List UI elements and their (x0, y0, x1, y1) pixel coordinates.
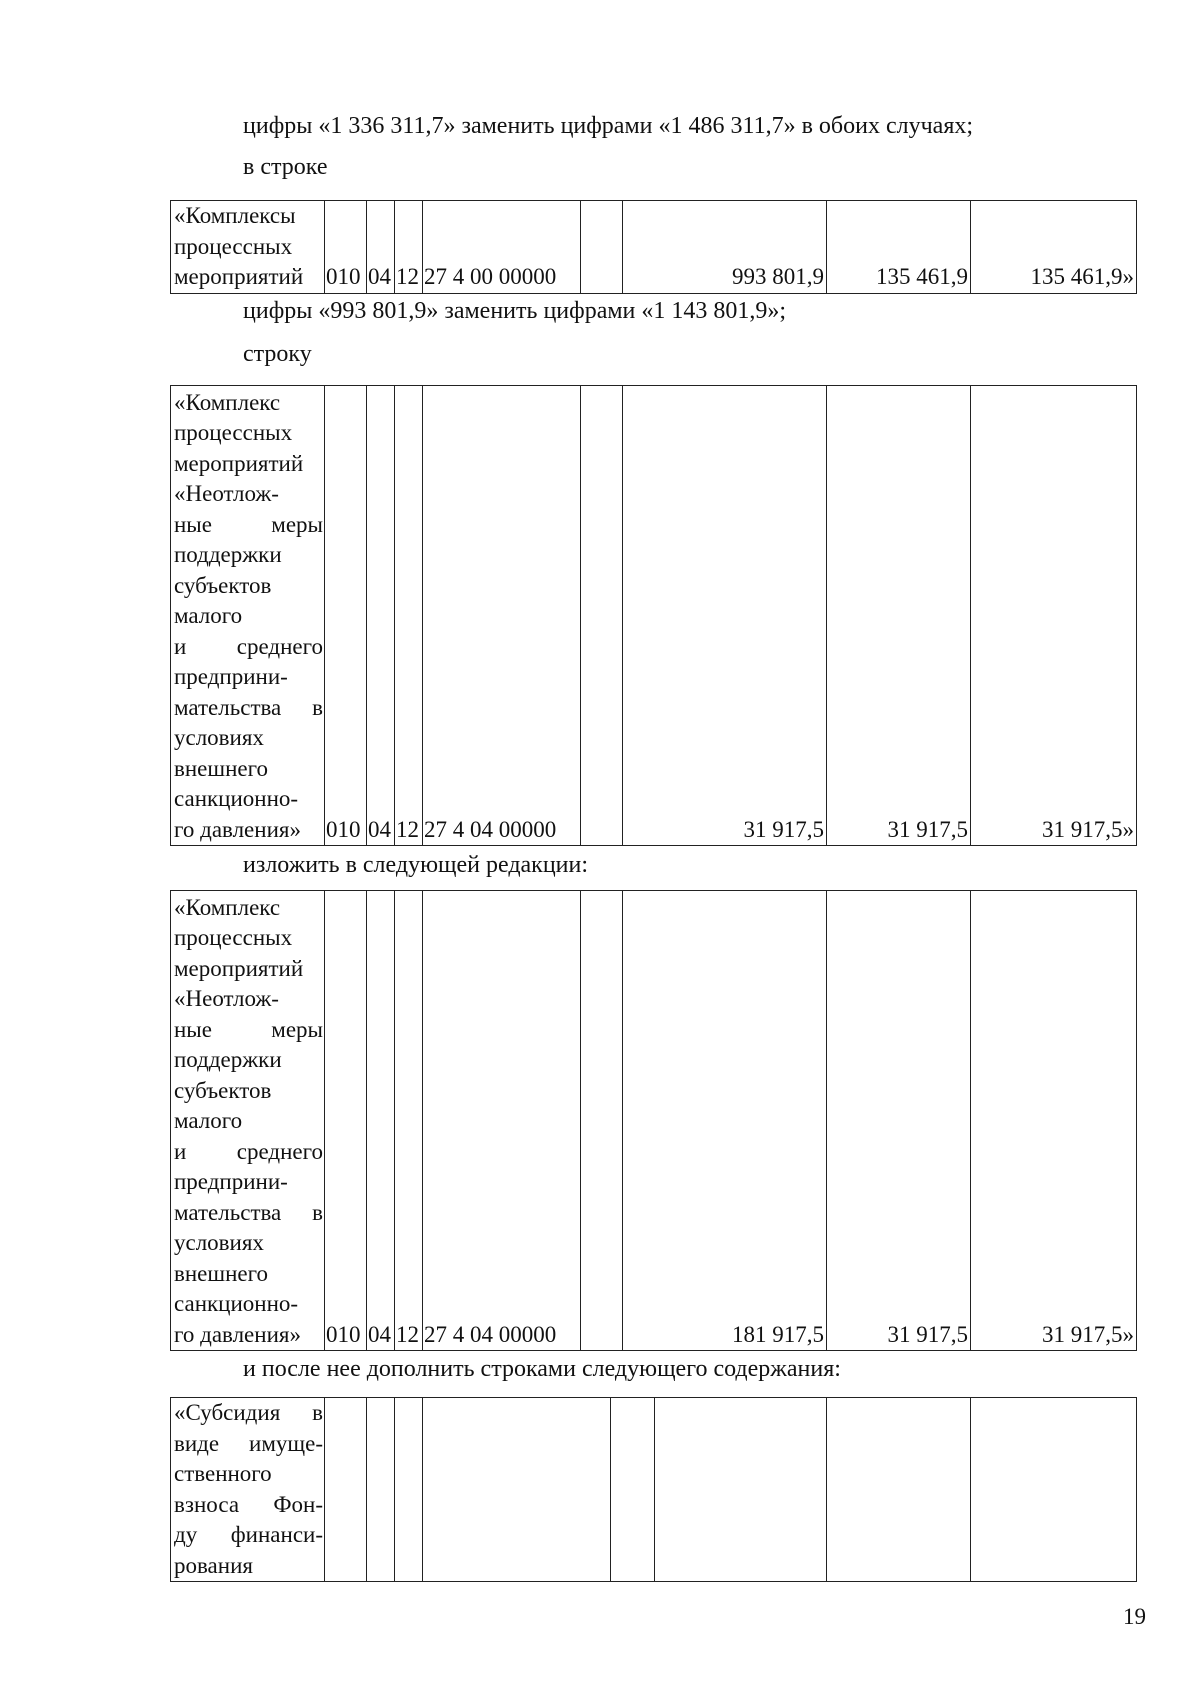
table-row-complex-new (170, 890, 1137, 1351)
sum-year-2: 31 917,5 (827, 386, 971, 846)
name-line: рования (174, 1552, 253, 1578)
empty-cell (655, 1398, 827, 1582)
name-line: мероприятий (174, 264, 304, 289)
name-line: санкционно- (174, 1291, 299, 1316)
code-ministry: 010 (325, 891, 367, 1351)
name-line: «Комплексы (174, 203, 296, 228)
name-line: взноса Фон- (174, 1491, 323, 1517)
code-expense-type (581, 386, 623, 846)
table-row-subsidy (170, 1397, 1137, 1582)
name-line: процессных (174, 420, 293, 445)
code-target-article: 27 4 04 00000 (423, 386, 581, 846)
empty-cell (325, 1398, 367, 1582)
name-line: ные меры (174, 511, 323, 537)
page-number: 19 (1123, 1604, 1146, 1629)
name-line: мательства в (174, 694, 323, 720)
table-row-complexes (170, 200, 1137, 294)
code-ministry: 010 (325, 201, 367, 294)
code-section: 04 (367, 201, 395, 294)
name-line: мательства в (174, 1199, 323, 1225)
sum-year-1: 181 917,5 (623, 891, 827, 1351)
empty-cell (971, 1398, 1137, 1582)
code-target-article: 27 4 00 00000 (423, 201, 581, 294)
instruction-line-4: строку (243, 341, 312, 367)
name-line: ные меры (174, 1016, 323, 1042)
name-line: «Неотлож- (174, 481, 279, 506)
name-line: субъектов (174, 572, 272, 598)
name-line: санкционно- (174, 786, 299, 811)
instruction-line-5: изложить в следующей редакции: (243, 852, 589, 878)
code-section: 04 (367, 891, 395, 1351)
code-target-article: 27 4 04 00000 (423, 891, 581, 1351)
name-line: поддержки (174, 1047, 282, 1072)
name-line: предприни- (174, 664, 288, 689)
code-expense-type (581, 201, 623, 294)
name-line: внешнего (174, 1260, 268, 1286)
name-line: предприни- (174, 1169, 288, 1194)
instruction-line-3: цифры «993 801,9» заменить цифрами «1 143 801,9»; (243, 298, 787, 324)
name-line: «Комплекс (174, 894, 281, 920)
empty-cell (367, 1398, 395, 1582)
name-line: «Комплекс (174, 389, 281, 415)
name-line: виде имуще- (174, 1430, 323, 1456)
sum-year-1: 31 917,5 (623, 386, 827, 846)
name-line: малого (174, 1108, 243, 1133)
sum-year-1: 993 801,9 (623, 201, 827, 294)
name-line: и среднего (174, 633, 323, 659)
sum-year-3: 135 461,9» (971, 201, 1137, 294)
code-subsection: 12 (395, 386, 423, 846)
sum-year-3: 31 917,5» (971, 891, 1137, 1351)
code-subsection: 12 (395, 201, 423, 294)
code-ministry: 010 (325, 386, 367, 846)
name-line: внешнего (174, 755, 268, 781)
sum-year-2: 135 461,9 (827, 201, 971, 294)
sum-year-3: 31 917,5» (971, 386, 1137, 846)
name-line: го давления» (174, 1321, 301, 1347)
row-name (171, 1398, 325, 1582)
code-subsection: 12 (395, 891, 423, 1351)
name-line: поддержки (174, 542, 282, 567)
row-name (171, 386, 325, 846)
empty-cell (395, 1398, 423, 1582)
name-line: мероприятий (174, 450, 304, 476)
row-name (171, 201, 325, 294)
code-section: 04 (367, 386, 395, 846)
empty-cell (827, 1398, 971, 1582)
name-line: субъектов (174, 1077, 272, 1103)
name-line: малого (174, 603, 243, 628)
name-line: ственного (174, 1461, 272, 1486)
name-line: мероприятий (174, 955, 304, 981)
name-line: процессных (174, 233, 293, 259)
name-line: ду финанси- (174, 1522, 323, 1547)
name-line: го давления» (174, 816, 301, 842)
row-name (171, 891, 325, 1351)
instruction-line-2: в строке (243, 154, 328, 180)
empty-cell (611, 1398, 655, 1582)
name-line: «Субсидия в (174, 1400, 323, 1425)
name-line: условиях (174, 725, 264, 750)
name-line: условиях (174, 1230, 264, 1255)
sum-year-2: 31 917,5 (827, 891, 971, 1351)
instruction-line-1: цифры «1 336 311,7» заменить цифрами «1 486 311,7» в обоих случаях; (243, 113, 974, 139)
name-line: «Неотлож- (174, 986, 279, 1011)
code-expense-type (581, 891, 623, 1351)
table-row-complex-old (170, 385, 1137, 846)
empty-cell (423, 1398, 611, 1582)
instruction-line-6: и после нее дополнить строками следующего содержания: (243, 1356, 841, 1382)
name-line: процессных (174, 925, 293, 950)
name-line: и среднего (174, 1138, 323, 1164)
